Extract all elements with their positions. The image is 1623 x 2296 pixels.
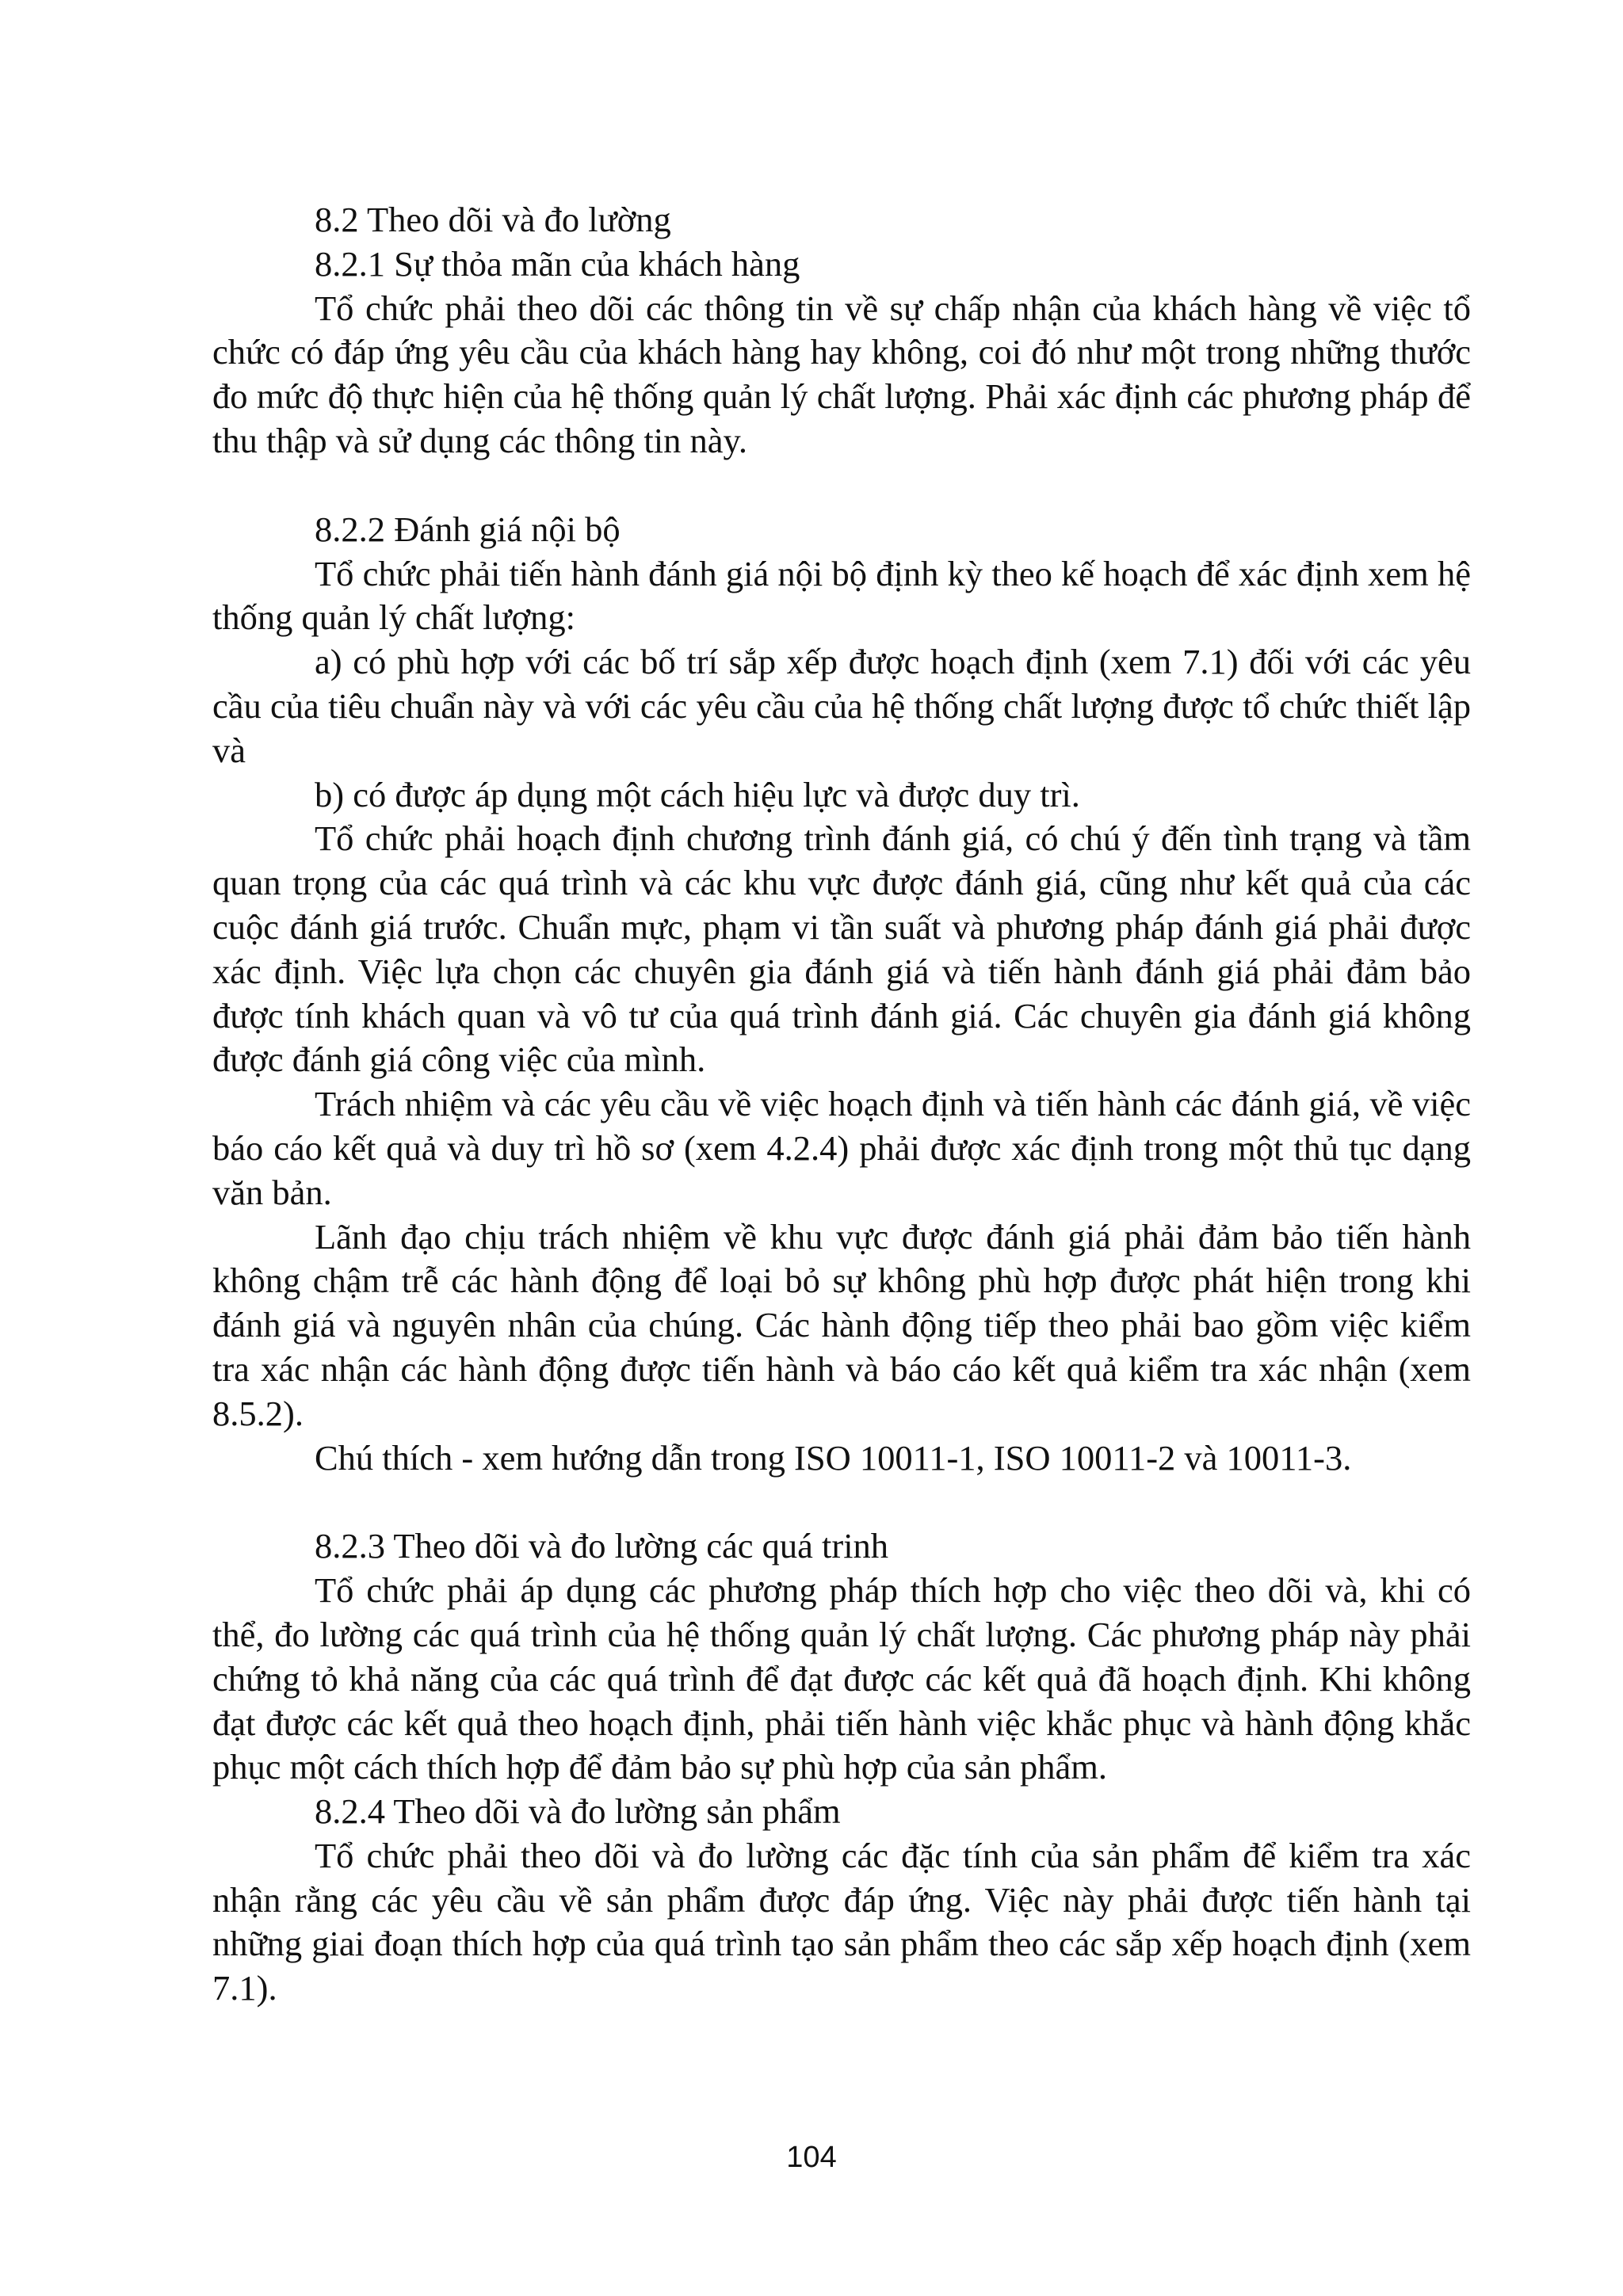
page-content	[212, 198, 1471, 2011]
list-item-b: b) có được áp dụng một cách hiệu lực và được duy trì.	[315, 774, 1080, 814]
list-item-a: a) có phù hợp với các bố trí sắp xếp được hoạch định (xem 7.1) đối với các yêu cầu của tiêu chuẩn này và với các yêu cầu của hệ thống chất lượng được tổ chức thiết lập và	[212, 642, 1471, 770]
paragraph-8-2-3-body: Tổ chức phải áp dụng các phương pháp thích hợp cho việc theo dõi và, khi có thể, đo lường các quá trình của hệ thống quản lý chất lượng. Các phương pháp này phải chứng tỏ khả năng của các quá trình để đạt được các kết quả đã hoạch định. Khi không đạt được các kết quả theo hoạch định, phải tiến hành việc khắc phục và hành động khắc phục một cách thích hợp để đảm bảo sự phù hợp của sản phẩm.	[212, 1570, 1471, 1787]
paragraph-8-2-2-intro: Tổ chức phải tiến hành đánh giá nội bộ định kỳ theo kế hoạch để xác định xem hệ thống quản lý chất lượng:	[212, 553, 1471, 638]
paragraph-8-2-2-management: Lãnh đạo chịu trách nhiệm về khu vực được đánh giá phải đảm bảo tiến hành không chậm trễ các hành động để loại bỏ sự không phù hợp được phát hiện trong khi đánh giá và nguyên nhân của chúng. Các hành động tiếp theo phải bao gồm việc kiểm tra xác nhận các hành động được tiến hành và báo cáo kết quả kiểm tra xác nhận (xem 8.5.2).	[212, 1216, 1471, 1433]
section-heading-8-2: 8.2 Theo dõi và đo lường	[315, 200, 671, 239]
section-heading-8-2-2: 8.2.2 Đánh giá nội bộ	[315, 509, 621, 549]
section-heading-8-2-3: 8.2.3 Theo dõi và đo lường các quá trinh	[315, 1526, 889, 1566]
paragraph-8-2-2-program: Tổ chức phải hoạch định chương trình đánh giá, có chú ý đến tình trạng và tầm quan trọng của các quá trình và các khu vực được đánh giá, cũng như kết quả của các cuộc đánh giá trước. Chuẩn mực, phạm vi tần suất và phương pháp đánh giá phải được xác định. Việc lựa chọn các chuyên gia đánh giá và tiến hành đánh giá phải đảm bảo được tính khách quan và vô tư của quá trình đánh giá. Các chuyên gia đánh giá không được đánh giá công việc của mình.	[212, 818, 1471, 1080]
section-spacer	[212, 463, 1471, 508]
paragraph-8-2-2-responsibility: Trách nhiệm và các yêu cầu về việc hoạch định và tiến hành các đánh giá, về việc báo cáo kết quả và duy trì hồ sơ (xem 4.2.4) phải được xác định trong một thủ tục dạng văn bản.	[212, 1084, 1471, 1212]
paragraph-8-2-1-body: Tổ chức phải theo dõi các thông tin về sự chấp nhận của khách hàng về việc tổ chức có đáp ứng yêu cầu của khách hàng hay không, coi đó như một trong những thước đo mức độ thực hiện của hệ thống quản lý chất lượng. Phải xác định các phương pháp để thu thập và sử dụng các thông tin này.	[212, 288, 1471, 460]
section-spacer	[212, 1480, 1471, 1524]
section-heading-8-2-4: 8.2.4 Theo dõi và đo lường sản phẩm	[315, 1791, 841, 1832]
note-text: Chú thích - xem hướng dẫn trong ISO 10011-1, ISO 10011-2 và 10011-3.	[315, 1437, 1352, 1478]
paragraph-8-2-4-body: Tổ chức phải theo dõi và đo lường các đặc tính của sản phẩm để kiểm tra xác nhận rằng các yêu cầu về sản phẩm được đáp ứng. Việc này phải được tiến hành tại những giai đoạn thích hợp của quá trình tạo sản phẩm theo các sắp xếp hoạch định (xem 7.1).	[212, 1835, 1471, 2008]
page-number: 104	[786, 2141, 837, 2174]
section-heading-8-2-1: 8.2.1 Sự thỏa mãn của khách hàng	[315, 243, 800, 284]
